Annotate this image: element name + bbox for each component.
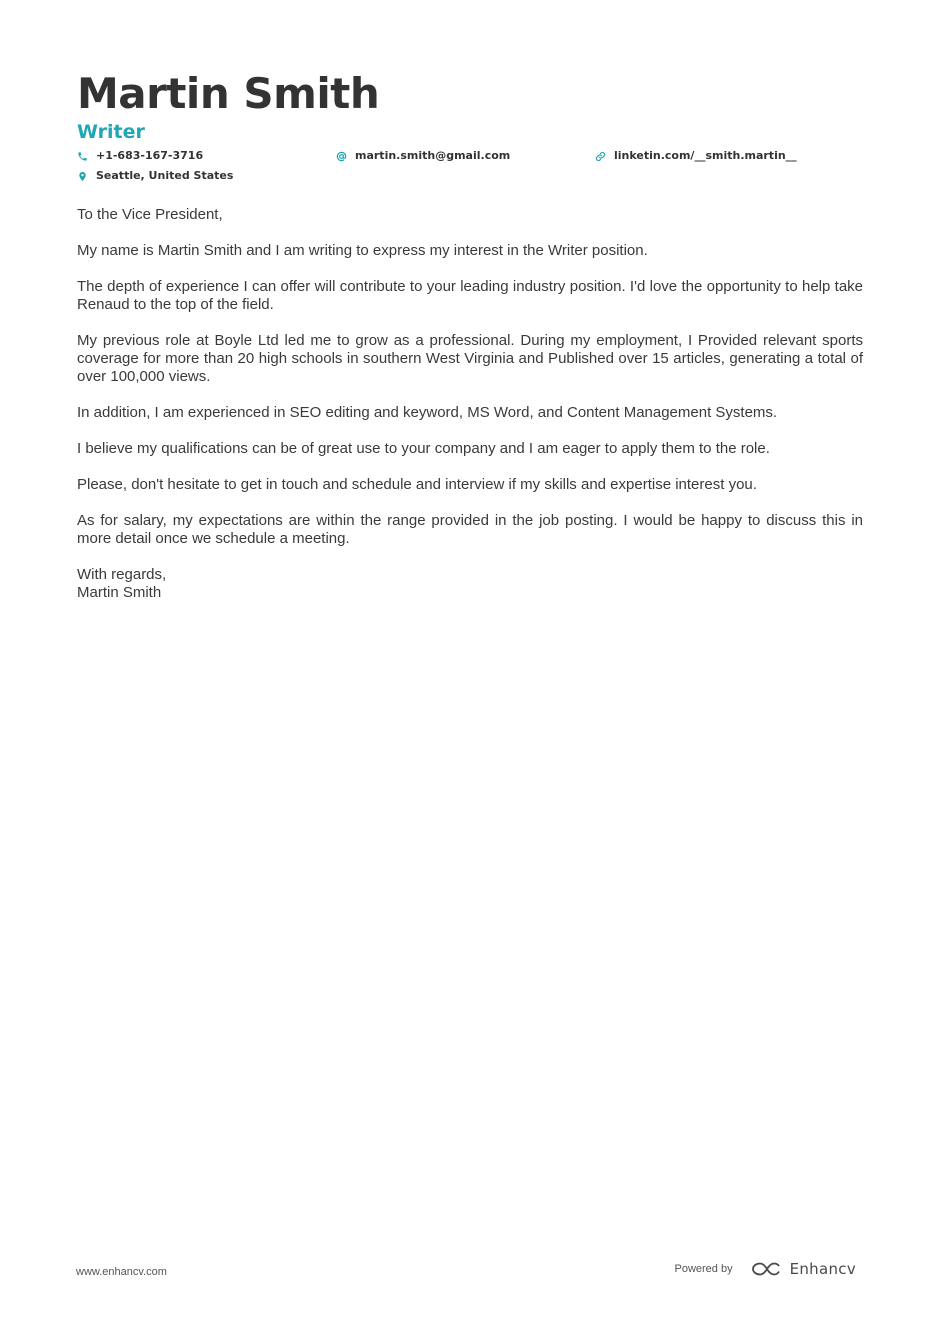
letter-paragraph: The depth of experience I can offer will contribute to your leading industry position. I'd love the opportunity to help take Renaud to the top of the field. bbox=[77, 278, 863, 313]
contact-phone bbox=[77, 148, 203, 164]
letter-body bbox=[77, 206, 863, 602]
linkedin-url: linketin.com/__smith.martin__ bbox=[614, 149, 797, 162]
enhancv-brand-name: Enhancv bbox=[789, 1260, 856, 1278]
closing-phrase: With regards, bbox=[77, 566, 167, 583]
job-title: Writer bbox=[77, 121, 145, 143]
contact-email bbox=[336, 148, 510, 164]
phone-icon bbox=[77, 151, 88, 162]
phone-number: +1-683-167-3716 bbox=[96, 149, 204, 162]
letter-paragraph: In addition, I am experienced in SEO editing and keyword, MS Word, and Content Management Systems. bbox=[77, 404, 778, 421]
letter-paragraph: As for salary, my expectations are within the range provided in the job posting. I would be happy to discuss this in more detail once we schedule a meeting. bbox=[77, 512, 863, 547]
contact-linkedin bbox=[595, 148, 797, 164]
letter-paragraph: My previous role at Boyle Ltd led me to grow as a professional. During my employment, I Provided relevant sports coverage for more than 20 high schools in southern West Virginia and Published over 15 articles, generating a total of over 100,000 views. bbox=[77, 332, 863, 385]
footer-website-link[interactable]: www.enhancv.com bbox=[76, 1266, 167, 1278]
letter-greeting: To the Vice President, bbox=[77, 206, 223, 223]
enhancv-logo-icon bbox=[751, 1260, 783, 1278]
letter-closing bbox=[77, 566, 863, 602]
email-address: martin.smith@gmail.com bbox=[355, 149, 511, 162]
at-icon bbox=[336, 151, 347, 162]
applicant-name: Martin Smith bbox=[77, 69, 380, 118]
location-text: Seattle, United States bbox=[96, 169, 234, 182]
footer-branding bbox=[674, 1260, 856, 1278]
powered-by-label: Powered by bbox=[674, 1263, 733, 1275]
letter-paragraph: Please, don't hesitate to get in touch and schedule and interview if my skills and expertise interest you. bbox=[77, 476, 757, 493]
letter-paragraph: I believe my qualifications can be of great use to your company and I am eager to apply them to the role. bbox=[77, 440, 770, 457]
location-pin-icon bbox=[77, 171, 88, 182]
link-icon bbox=[595, 151, 606, 162]
contact-location bbox=[77, 168, 233, 184]
letter-paragraph: My name is Martin Smith and I am writing to express my interest in the Writer position. bbox=[77, 242, 648, 259]
signature: Martin Smith bbox=[77, 584, 162, 601]
